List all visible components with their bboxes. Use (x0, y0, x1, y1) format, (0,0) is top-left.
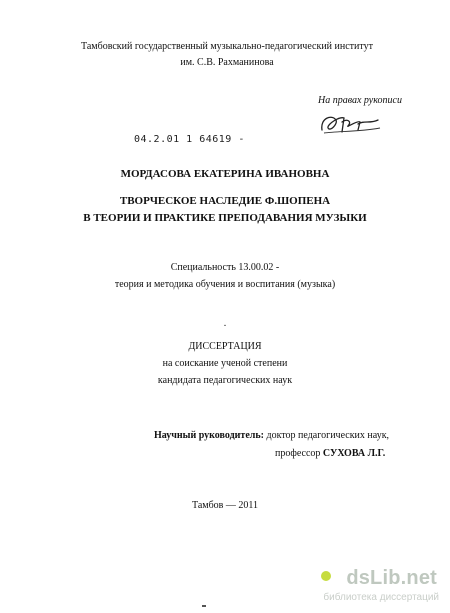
supervisor-label: Научный руководитель: (154, 430, 264, 441)
degree-name: кандидата педагогических наук (157, 375, 293, 386)
specialty-code: Специальность 13.00.02 - (170, 262, 280, 273)
supervisor-name: СУХОВА Л.Г. (322, 448, 386, 459)
author-name: МОРДАСОВА ЕКАТЕРИНА ИВАНОВНА (120, 168, 330, 180)
institution-line-2: им. С.В. Рахманинова (180, 57, 274, 68)
stray-dot: . (223, 318, 227, 329)
watermark-subtitle: библиотека диссертаций (323, 592, 439, 603)
city-year: Тамбов — 2011 (191, 500, 259, 511)
dslib-watermark[interactable] (321, 567, 443, 607)
rights-note: На правах рукописи (318, 95, 402, 106)
logo-ball-icon (321, 571, 331, 581)
watermark-logo: dsLib.net (346, 567, 437, 589)
institution-line-1: Тамбовский государственный музыкально-педагогический институт (80, 41, 373, 52)
library-stamp-number: 04.2.01 1 64619 - (134, 134, 245, 145)
supervisor-rank: профессор (275, 448, 323, 459)
scan-mark (202, 605, 206, 607)
supervisor-line (154, 430, 389, 441)
supervisor-name-line (275, 448, 385, 459)
title-line-2: В ТЕОРИИ И ПРАКТИКЕ ПРЕПОДАВАНИЯ МУЗЫКИ (83, 212, 367, 224)
degree-purpose: на соискание ученой степени (162, 358, 288, 369)
supervisor-degree: доктор педагогических наук, (264, 430, 390, 441)
specialty-name: теория и методика обучения и воспитания (музыка) (114, 279, 336, 290)
title-line-1: ТВОРЧЕСКОЕ НАСЛЕДИЕ Ф.ШОПЕНА (119, 195, 331, 207)
document-type: ДИССЕРТАЦИЯ (188, 341, 262, 352)
handwritten-signature (318, 108, 384, 138)
